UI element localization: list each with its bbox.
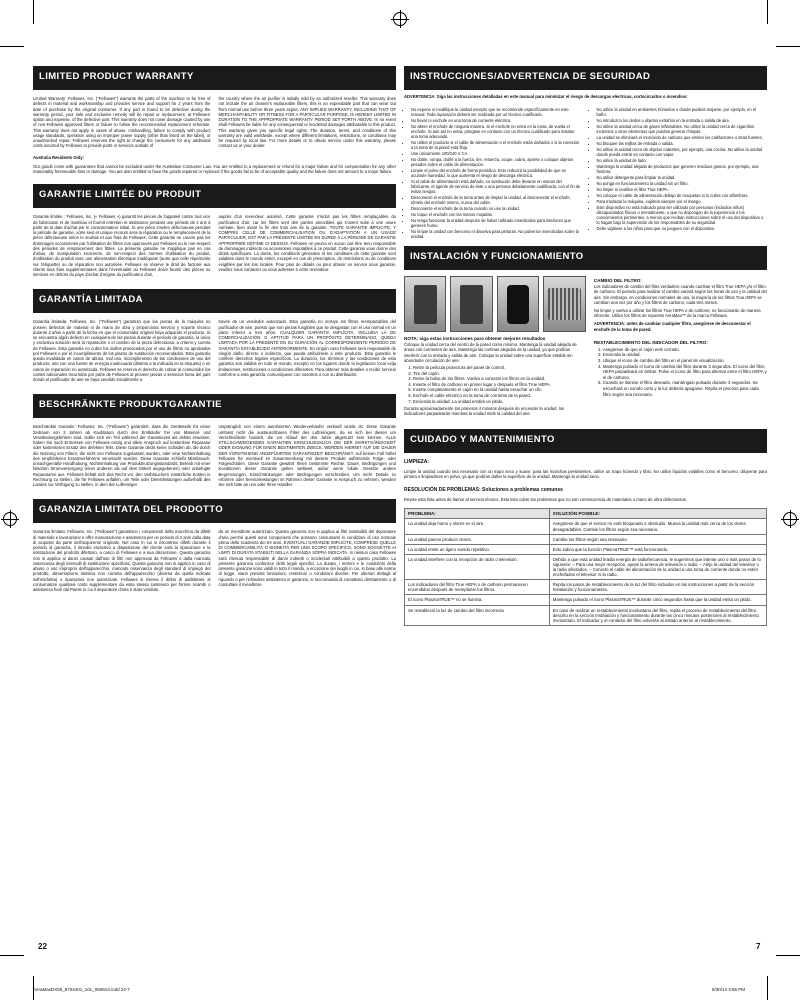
list-item: • Para trasladar la máquina, sujétela siempre por el mango. xyxy=(597,199,768,204)
list-item: 6. Enchufe el cable eléctrico en la toma de corriente de la pared. xyxy=(413,393,586,399)
list-item: • No utilice la unidad cerca de gases inflamables. No utilice la unidad cerca de cigarrillos, inciensos u otros elementos que puedan generar chispas. xyxy=(597,124,768,134)
table-header: SOLUCIÓN POSIBLE: xyxy=(549,509,766,519)
registration-mark-icon xyxy=(393,12,407,26)
body-text: da un rivenditore autorizzato. Questa garanzia non si applica ai filtri sostituibili del depuratore d'aria perché questi sono componenti che possono consumarsi in condizioni di uso normale prima della scadenza dei tre anni. EVENTUALI GARANZIE IMPLICITE, COMPRESE QUELLE DI COMMERCIABILITÀ O IDONEITÀ PER UNO SCOPO SPECIFICO, SONO SOGGETTE AI LIMITI DI DURATA STABILITI NELLA GARANZIA SOPRA INDICATA. In nessun caso Fellowes sarà ritenuta responsabile di danni indiretti o incidentali attribuibili a questo prodotto. La presente garanzia conferisce diritti legali specifici. La durata, i termini e le condizioni della presente garanzia sono validi in tutto il mondo, a eccezione dei luoghi in cui, in base alle norme di legge, siano previste limitazioni, restrizioni o condizioni diverse. Per ulteriori dettagli al riguardo o per richiedere assistenza in garanzia, si raccomanda di contattarci direttamente o di consultare il rivenditore. xyxy=(218,529,396,587)
body-text: ursprünglich von einem autorisierten Wiederverkäufer verkauft wurde ist. Diese Garantie umfasst nicht die austauschbaren Filter des Luftreinigers, da es sich bei diesen um Verschleißteile handelt, die vor Ablauf der drei Jahre abgenutzt sein können. ALLE STILLSCHWEIGENDEN GARANTIEN EINSCHLIESSLICH DIE DER MARKTGÄNGIGKEIT ODER EIGNUNG FÜR EINEN BESTIMMTEN ZWECK, WERDEN HIERMIT AUF DIE DAUER DER VORSTEHEND ANGEFÜHRTEN GARANTIEZEIT BESCHRÄNKT. Auf keinen Fall haftet Fellowes für eventuell im Zusammenhang mit diesem Produkt auftretende Folge- oder Folgeschäden. Diese Garantie gewährt Ihnen bestimmte Rechte. Dauer, Bedingungen und Konditionen dieser Garantie gelten weltweit, außer wenn lokale Gesetze andere Begrenzungen, Einschränkungen oder Bedingungen vorschreiben. Um mehr Details zu erfahren oder Serviceleistungen im Rahmen dieser Garantie in Anspruch zu nehmen, wenden Sie sich bitte an uns oder Ihren Händler. xyxy=(218,424,396,487)
list-item: 2. Tire del cajón. xyxy=(413,371,586,377)
problem-cell: La unidad deja humo y olores en el aire. xyxy=(405,519,550,534)
body-text: Garanzia limitata: Fellowes, Inc. ("Fellowes") garantisce i componenti della macchina da difetti di materiale e lavorazione e offre manutenzione e assistenza per un periodo di 2 anni dalla data di acquisto da parte dell'acquirente originale. Nel caso in cui si riscontrino difetti durante il periodo di garanzia, il rimedio esclusivo a disposizione del cliente sarà la riparazione o la sostituzione del prodotto difettoso, a carico di Fellowes e a sua discrezione. Questa garanzia non si applica ai danni causati dall'uso di filtri non approvati da Fellowes o dalla mancata osservanza degli intervalli di sostituzione specificati. Questa garanzia non si applica in caso di abuso o uso improprio dell'apparecchio, mancato osservanza degli standard di impiego del prodotto, alimentazione elettrica non corretta dell'apparecchio (diversa da quella indicata sull'etichetta) o riparazioni non autorizzate. Fellowes si riserva il diritto di addebitare al consumatore qualsiasi costo supplementare da essa stessa sostenuto per fornire ricambi o assistenza fuori dal Paese in cui il depuratore d'aria è stato venduto xyxy=(33,529,211,592)
list-item: 2. Encienda la unidad. xyxy=(603,352,767,358)
problem-cell: La unidad emite un ligero sonido repetitivo. xyxy=(405,544,550,554)
solution-cell: Esto indica que la función PlasmaTRUE™ está funcionando. xyxy=(549,544,766,554)
steps-tail: Durante aproximadamente los primeros 4 minutos después de encender la unidad, los indicadores parpadearán mientras la unidad mide la calidad del aire. xyxy=(404,406,565,417)
body-text: Garantie limitée : Fellowes, Inc. (« Fellowes ») garantit les pièces de l'appareil contre tout vice de fabrication et de matériau et fournit entretien et assistance pendant une période de 2 ans à partir de la date d'achat par le consommateur initial. Si une pièce s'avère défectueuse pendant la période de garantie, votre seul et unique recours sera la réparation ou le remplacement de la pièce défectueuse selon le souhait et aux frais de Fellowes. Cette garantie ne couvre pas les dommages occasionnés par l'utilisation de filtres non approuvés par Fellowes ou le non-respect des périodes de remplacement des filtres. La présente garantie ne s'applique pas en cas d'abus, de manipulation incorrecte, de non-respect des normes d'utilisation du produit, d'utilisation du produit avec une alimentation électrique inadéquate (autre que celle répertoriée sur l'étiquette) ou de réparation non autorisée. Fellowes se réserve le droit de facturer aux clients tous frais supplémentaires dans l'éventualité où Fellowes doive fournir des pièces ou services en dehors du pays d'achat d'origine du purificateur d'air, xyxy=(33,214,211,277)
page-number: 22 xyxy=(38,942,47,951)
section-heading: INSTALACIÓN Y FUNCIONAMIENTO xyxy=(404,246,767,270)
safety-list xyxy=(590,107,768,240)
list-item: • Mantenga la unidad alejada de productos que generen residuos grasos, por ejemplo, una freidora. xyxy=(597,164,768,174)
list-item: • La unidad se eliminará el monóxido de carbono que emiten los calefactores u otras fuentes. xyxy=(597,135,768,140)
filter-drawer-photo-icon xyxy=(497,276,539,332)
list-item: • No coloque el cable de alimentación debajo de moquetas ni lo cubra con alfombras. xyxy=(597,193,768,198)
list-item: • No utilice el producto si el cable de alimentación o el enchufe están dañados o si la conexión a la toma de la pared está floja. xyxy=(411,140,582,150)
note-text: Coloque la unidad cerca del centro de la pared como mínimo. Mantenga la unidad alejada de áreas con corrientes de aire. Mantenga las cortinas alejadas de la unidad, ya que podrían interferir con la entrada y salida de aire. Coloque la unidad sobre una superficie estable sin abundante circulación de aire. xyxy=(404,342,577,363)
list-item: • No utilice la unidad cerca de objetos calientes, por ejemplo, una cocina. No utilice la unidad donde pueda entrar en contacto con vapor. xyxy=(597,147,768,157)
body-text: Beschränkte Garantie: Fellowes, Inc. ("Fellowes") garantiert, dass die Geräteteile für einen Zeitraum von 2 Jahren ab Kaufdatum durch den Erstkäufer frei von Material- und Verarbeitungsfehlern sind. Sollte sich ein Teil während der Garantiezeit als defekt erweisen, haben Sie nach Ermessen von Fellowes einzig und allein Anspruch auf kostenlose Reparatur oder kostenlosen Ersatz des defekten Teils. Diese Garantie deckt keine Schäden ab, die durch die Nutzung von Filtern, die nicht von Fellowes zugelassen wurden, oder eine Nichteinhaltung des empfohlenen Ersatzverfahrens verursacht wurden. Diese Garantie schließt Missbrauch, unsachgemäße Handhabung, Nichteinhaltung von Produktnutzungsstandards, Betrieb mit einer falschen Stromversorgung (einer anderen als auf dem Etikett angegebenen) oder unbefugte Reparaturen aus. Fellowes behält sich das Recht vor, den Verbrauchern zusätzliche Kosten in Rechnung zu stellen, die für Fellowes anfallen, um Teile oder Dienstleistungen außerhalb des Landes zur Verfügung zu stellen, in dem der Luftreiniger xyxy=(33,424,211,487)
filter-change-title: CAMBIO DEL FILTRO: xyxy=(593,278,642,284)
section-heading: BESCHRÄNKTE PRODUKTGARANTIE xyxy=(33,394,396,418)
list-item: 4. Mantenga pulsado el icono de cambio del filtro durante 3 segundos. El icono del filtro HEPA parpadeará en ámbar. Pulse el icono de filtro para alternar entre el filtro HEPA y el de carbono. xyxy=(603,364,767,381)
reset-title: RESTABLECIMIENTO DEL INDICADOR DEL FILTRO: xyxy=(593,339,708,345)
list-item: • No expone ni modifique la unidad excepto que se recomiende específicamente en este manual. Toda reparación deberá ser realizada por un técnico cualificado. xyxy=(411,107,582,117)
crop-mark xyxy=(767,976,768,1000)
section-heading: GARANZIA LIMITATA DEL PRODOTTO xyxy=(33,499,396,523)
body-text: Limited Warranty: Fellowes, Inc. ("Fellowes") warrants the parts of the machine to be free of defects in material and workmanship and provides service and support for 2 years from the date of purchase by the original consumer. If any part is found to be defective during the warranty period, your sole and exclusive remedy will be repair or replacement, at Fellowes' option and expense, of the defective part. This warranty does not cover damage caused by use of non-Fellowes approved filters or failure to follow the recommended replacement schedule. This warranty does not apply in cases of abuse, mishandling, failure to comply with product usage standards, operation using an improper power supply (other than listed on the label), or unauthorized repair. Fellowes reserves the right to charge the consumers for any additional costs incurred by Fellowes to provide parts or services outside of xyxy=(33,96,211,149)
list-item: • No tenga funcionar la unidad después de haber utilizado insecticidas para interiores que generen humo. xyxy=(411,218,582,228)
warning-intro: ADVERTENCIA: Siga las instrucciones detalladas en este manual para minimizar el riesgo de descargas eléctricas, cortocircuitos o incendios: xyxy=(404,94,688,99)
body-text: Our goods come with guarantees that cannot be excluded under the Australian Consumer Law. You are entitled to a replacement or refund for a major failure and for compensation for any other reasonably foreseeable loss or damage. You are also entitled to have the goods repaired or replaced if the goods fail to be of acceptable quality and the failure does not amount to a major failure. xyxy=(33,163,396,174)
crop-mark xyxy=(0,955,24,956)
table-row xyxy=(405,580,767,595)
filter-photo-icon xyxy=(543,276,585,332)
print-slug: 5/30/13 3:56 PM xyxy=(712,987,746,992)
warranty-section-it xyxy=(33,499,396,596)
subheading: Australia Residents Only: xyxy=(33,154,84,160)
warranty-section-en xyxy=(33,66,396,176)
list-item: • No llevar ni enchufe en una toma de corriente eléctrica. xyxy=(411,118,582,123)
list-item: 1. Retire la película protectora del panel de control. xyxy=(413,365,586,371)
note-title: NOTA: siga estas instrucciones para obtener mejores resultados xyxy=(404,336,546,342)
list-item: • No toque el enchufe con las manos mojadas. xyxy=(411,212,582,217)
problems-intro: Revise esta lista antes de llamar al servicio técnico. Esta lista cubre los problemas que no son consecuencia de materiales o mano de obra defectuosos. xyxy=(404,497,688,503)
print-slug: AeraMaxDX55_8704401_10L_050913.indd 22-7 xyxy=(33,987,130,992)
crop-mark xyxy=(0,46,24,47)
air-purifier-photo-icon xyxy=(404,276,446,332)
list-item: 5. Inserte completamente el cajón en la unidad hasta escuchar un clic. xyxy=(413,387,586,393)
crop-mark xyxy=(776,46,800,47)
care-section xyxy=(404,429,767,626)
body-text: auprès d'un revendeur autorisé. Cette garantie n'inclut pas les filtres remplaçables du purificateur d'air, car les filtres sont des parties amovibles qui s'usent suite à une usure normale, bien avant la fin des trois ans de la garantie. TOUTE GARANTIE IMPLICITE, Y COMPRIS CELLE DE COMMERCIALISATION OU D'ADAPTATION À UN USAGE PARTICULIER, EST PAR LA PRÉSENTE LIMITÉE EN DURÉE À LA PÉRIODE DE GARANTIE APPROPRIÉE DÉFINIE CI-DESSUS. Fellowes ne pourra en aucun cas être tenu responsable de dommages indirects ou accessoires imputables à ce produit. Cette garantie vous donne des droits spécifiques. La durée, les conditions générales et les conditions de cette garantie sont valables dans le monde entier, excepté en cas de prescription, de restrictions ou de conditions exigibles par les lois locales. Pour plus de détails ou pour obtenir un service sous garantie, veuillez nous contacter ou vous adresser à votre revendeur. xyxy=(218,214,396,272)
right-page xyxy=(404,66,767,626)
list-item: 1. Asegúrese de que el cajón esté cerrado. xyxy=(603,347,767,353)
registration-mark-icon xyxy=(783,512,797,526)
solution-cell: Mantenga pulsado el icono PlasmaTRUE™ durante cinco segundos hasta que la unidad emita un pitido. xyxy=(549,595,766,605)
filter-change-text: Los indicadores de cambio del filtro verdadero cuando cambiar el filtro True HEPA y/o el filtro de carbono. El periodo para realizar el cambio variará según las horas de uso y la calidad del aire. Sin embargo, en condiciones normales de uso, la mayoría de los filtros True HEPA se cambian una vez por año y los filtros de carbono, cada tres meses. xyxy=(593,284,767,305)
table-row xyxy=(405,554,767,579)
problem-cell: La unidad interfiere con la recepción de radio o televisión. xyxy=(405,554,550,579)
list-item: • Este dispositivo no está indicado para ser utilizado por personas (incluidos niños) discapacitados físicos o mentalmente, o que no dispongan de la experiencia o los conocimientos pertinentes, a menos que reciban instrucciones sobre el uso del dispositivo o lo hagan bajo la supervisión de los responsables de su seguridad. xyxy=(597,205,768,225)
troubleshooting-table xyxy=(404,508,767,625)
filter-change-text-2: No limpie y vuelva a utilizar los filtros True HEPA o de carbono; no funcionarán de manera eficiente. Utilice los filtros de repuesto AeraMax™ de la marca Fellowes. xyxy=(593,308,761,319)
solution-cell: Repita los pasos de restablecimiento de la luz del filtro incluidos en las instrucciones a partir de la sección Instalación y funcionamiento. xyxy=(549,580,766,595)
body-text: the country where the air purifier is initially sold by an authorized reseller. This warranty does not include the air cleaner's replaceable filters, this is an expendable part that can wear out from normal use before three years expire. ANY IMPLIED WARRANTY, INCLUDING THAT OF MERCHANTABILITY OR FITNESS FOR A PARTICULAR PURPOSE, IS HEREBY LIMITED IN DURATION TO THE APPROPRIATE WARRANTY PERIOD SET FORTH ABOVE. In no event shall Fellowes be liable for any consequential or incidental damages attributable to this product. This warranty gives you specific legal rights. The duration, terms, and conditions of this warranty are valid worldwide, except where different limitations, restrictions, or conditions may be required by local law. For more details or to obtain service under this warranty, please contact us or your dealer. xyxy=(218,96,396,149)
list-item: • Desconecte el enchufe de la toma cuando no use la unidad. xyxy=(411,206,582,211)
list-item: • No limpie la unidad con benceno ni disuelva para pinturas. No pulverice insecticidas sobre la unidad. xyxy=(411,229,582,239)
list-item: • No utilice la unidad de lado. xyxy=(597,158,768,163)
list-item: 4. Inserte el filtro de carbono en primer lugar y después el filtro True HEPA. xyxy=(413,382,586,388)
list-item: • No ponga en funcionamiento la unidad sin un filtro. xyxy=(597,181,768,186)
install-photos xyxy=(404,276,586,332)
list-item: • No limpie ni reutilice el filtro True HEPA. xyxy=(597,187,768,192)
body-text: través de un vendedor autorizado. Esta garantía no incluye los filtros reemplazables del purificador de aire, puesto que son piezas fungibles que se desgastan con el uso normal en un plazo inferior a tres años. CUALQUIER GARANTÍA IMPLÍCITA, INCLUIDA LA DE COMERCIALIZACIÓN O APTITUD PARA UN PROPÓSITO DETERMINADO, QUEDA LIMITADA POR LA PRESENTE EN SU DURACIÓN AL CORRESPONDIENTE PERÍODO DE GARANTÍA ESTABLECIDO ANTERIORMENTE. En ningún caso Fellowes será responsable de ningún daño, directo o indirecto, que pueda atribuírsele a este producto. Esta garantía le confiere derechos legales específicos. La duración, los términos y las condiciones de esta garantía son válidos en todo el mundo, excepto en los lugares donde la legislación local exija limitaciones, restricciones o condiciones diferentes. Para obtener más detalles o recibir servicio conforme a esta garantía, comuníquese con nosotros o con su distribuidor. xyxy=(218,319,396,377)
crop-mark xyxy=(33,0,34,24)
install-steps xyxy=(404,365,586,404)
crop-mark xyxy=(767,0,768,24)
section-heading: LIMITED PRODUCT WARRANTY xyxy=(33,66,396,90)
problem-cell: El icono PlasmaTRUE™ no se ilumina. xyxy=(405,595,550,605)
section-heading: GARANTIE LIMITÉE DU PRODUIT xyxy=(33,184,396,208)
list-item: • No bloquee las rejillas de entrada o salida. xyxy=(597,141,768,146)
list-item: • No doble, rompa, doble a la fuerza, tire, retuerza, ocupe, cubra, apriete o coloque objetos pesados sobre el cable de alimentación. xyxy=(411,157,582,167)
warranty-section-fr xyxy=(33,184,396,281)
table-row xyxy=(405,519,767,534)
safety-list xyxy=(404,107,582,240)
cleaning-text: Limpie la unidad cuando sea necesario con un trapo seco y suave; para las manchas persistentes, utilice un trapo húmedo y tibio. No utilice líquidos volátiles como el benceno, diluyente para pintura o limpiadores en polvo, ya que podrían dañar la superficie de la unidad. Mantenga la unidad seca. xyxy=(404,468,767,479)
solution-cell: Debido a que esta unidad irradia energía de radiofrecuencia, le sugerimos que intente uno o más pasos de lo siguiente: – Para una mejor recepción, ajuste la antena de televisión o radio. – Aleje la unidad del televisor o la radio afectados. – Conecte el cable de alimentación de la unidad a una toma de corriente donde no estén enchufados el televisor ni la radio. xyxy=(549,554,766,579)
list-item: • No utilice la unidad en ambientes húmedos o donde pudiera mojarse, por ejemplo, en el baño. xyxy=(597,107,768,117)
air-purifier-photo-icon xyxy=(450,276,492,332)
left-page xyxy=(33,66,396,596)
page-number: 7 xyxy=(756,942,761,951)
list-item: • No utilice detergente para limpiar la unidad. xyxy=(597,175,768,180)
filter-warning: ADVERTENCIA: antes de cambiar cualquier filtro, asegúrese de desconectar el enchufe de la toma de pared. xyxy=(593,321,751,332)
list-item: 5. Cuando se ilumine el filtro deseado, manténgalo pulsado durante 3 segundos. Se escuchará un sonido corto y la luz debería apagarse. Repita el proceso para cada filtro según sea necesario. xyxy=(603,380,767,397)
list-item: 3. Retire la bolsa de los filtros. Vuelva a conectar los filtros en la unidad. xyxy=(413,376,586,382)
section-heading: CUIDADO Y MANTENIMIENTO xyxy=(404,429,767,453)
list-item: 3. Ubique el icono de cambio del filtro en el panel de visualización. xyxy=(603,358,767,364)
section-heading: INSTRUCCIONES/ADVERTENCIA DE SEGURIDAD xyxy=(404,66,767,90)
table-row xyxy=(405,605,767,625)
list-item: 7. Encienda la unidad. La unidad emitirá un pitido. xyxy=(413,399,586,405)
table-row xyxy=(405,544,767,554)
warranty-section-de xyxy=(33,394,396,491)
list-item: • Use únicamente 100/240 V CA. xyxy=(411,151,582,156)
table-row xyxy=(405,534,767,544)
solution-cell: Cambie los filtros según sea necesario. xyxy=(549,534,766,544)
list-item: • No introduzca los dedos u objetos extraños en la entrada o salida de aire. xyxy=(597,118,768,123)
safety-section xyxy=(404,66,767,246)
problem-cell: La unidad parece producir olores. xyxy=(405,534,550,544)
list-item: • Limpie el polvo del enchufe de forma periódica. Esto reducirá la posibilidad de que se acumule humedad, lo que aumenta el riesgo de descarga eléctrica. xyxy=(411,168,582,178)
list-item: • Si el cable de alimentación está dañado, su sustitución debe llevarse en manos del fabricante, el agente de servicio de éste o una persona debidamente cualificada, con el fin de evitar riesgos. xyxy=(411,179,582,194)
problem-cell: Los indicadores del filtro True HEPA o de carbono permanecen encendidos después de reemplazar los filtros. xyxy=(405,580,550,595)
crop-mark xyxy=(776,955,800,956)
table-header: PROBLEMA: xyxy=(405,509,550,519)
list-item: • Debe vigilarse a los niños para que no jueguen con el dispositivo. xyxy=(597,226,768,231)
section-heading: GARANTÍA LIMITADA xyxy=(33,289,396,313)
problem-cell: Se restableció la luz de cambio del filtro incorrecta xyxy=(405,605,550,625)
problems-title: RESOLUCIÓN DE PROBLEMAS: Soluciones a problemas comunes xyxy=(404,487,563,494)
cleaning-title: LIMPIEZA: xyxy=(404,458,429,465)
list-item: • No altere el enchufe de ninguna manera. Si el enchufe no entra en la toma, de vuelta el enchufe. Si aún así no entra, póngase en contacto con un técnico cualificado para instalar una toma adecuada. xyxy=(411,124,582,139)
warranty-section-es xyxy=(33,289,396,386)
install-section xyxy=(404,246,767,422)
registration-mark-icon xyxy=(3,512,17,526)
table-row xyxy=(405,595,767,605)
body-text: Garantía limitada: Fellowes, Inc. ("Fellowes") garantiza que las piezas de la máquina no poseen defectos de material ni de mano de obra y proporciona servicio y soporte técnico durante 2 años a partir de la fecha en que el consumidor original haya adquirido el producto. Si se encuentra algún defecto en cualquiera de las piezas durante el período de garantía, la única y exclusiva solución será la reparación o el cambio de la pieza defectuosa, a criterio y cuenta de Fellowes. Esta garantía no cubre los daños provocados por el uso de filtros no aprobados por Fellowes o por el incumplimiento de los plazos de sustitución recomendados. Esta garantía queda invalidada en casos de abuso, mal uso, incumplimiento de las condiciones de uso del producto, uso con una fuente de energía inadecuada (distinta a la indicada en la etiqueta) o en casos de reparación no autorizada. Fellowes se reserva el derecho de cobrar al consumidor los costes adicionales incurridos por parte de Fellowes al proveer piezas o servicios fuera del país donde el purificador de aire se haya vendido inicialmente a xyxy=(33,319,211,382)
solution-cell: En caso de realizar un restablecimiento involuntario del filtro, repita el proceso de restablecimiento del filtro descrito en la sección Instalación y funcionamiento durante las cinco minutos posteriores al restablecimiento involuntario. El indicador y el contador del filtro volverán al estado anterior al restablecimiento. xyxy=(549,605,766,625)
list-item: • Desconecte el enchufe de la toma antes de limpiar la unidad, al desconectar el enchufe, tómelo del enchufe mismo, nunca del cable. xyxy=(411,195,582,205)
solution-cell: Asegúrese de que el sensor no esté bloqueado o obstruido. Mueva la unidad más cerca de los olores desagradables. Cambie los filtros según sea necesario. xyxy=(549,519,766,534)
reset-steps xyxy=(594,347,767,397)
